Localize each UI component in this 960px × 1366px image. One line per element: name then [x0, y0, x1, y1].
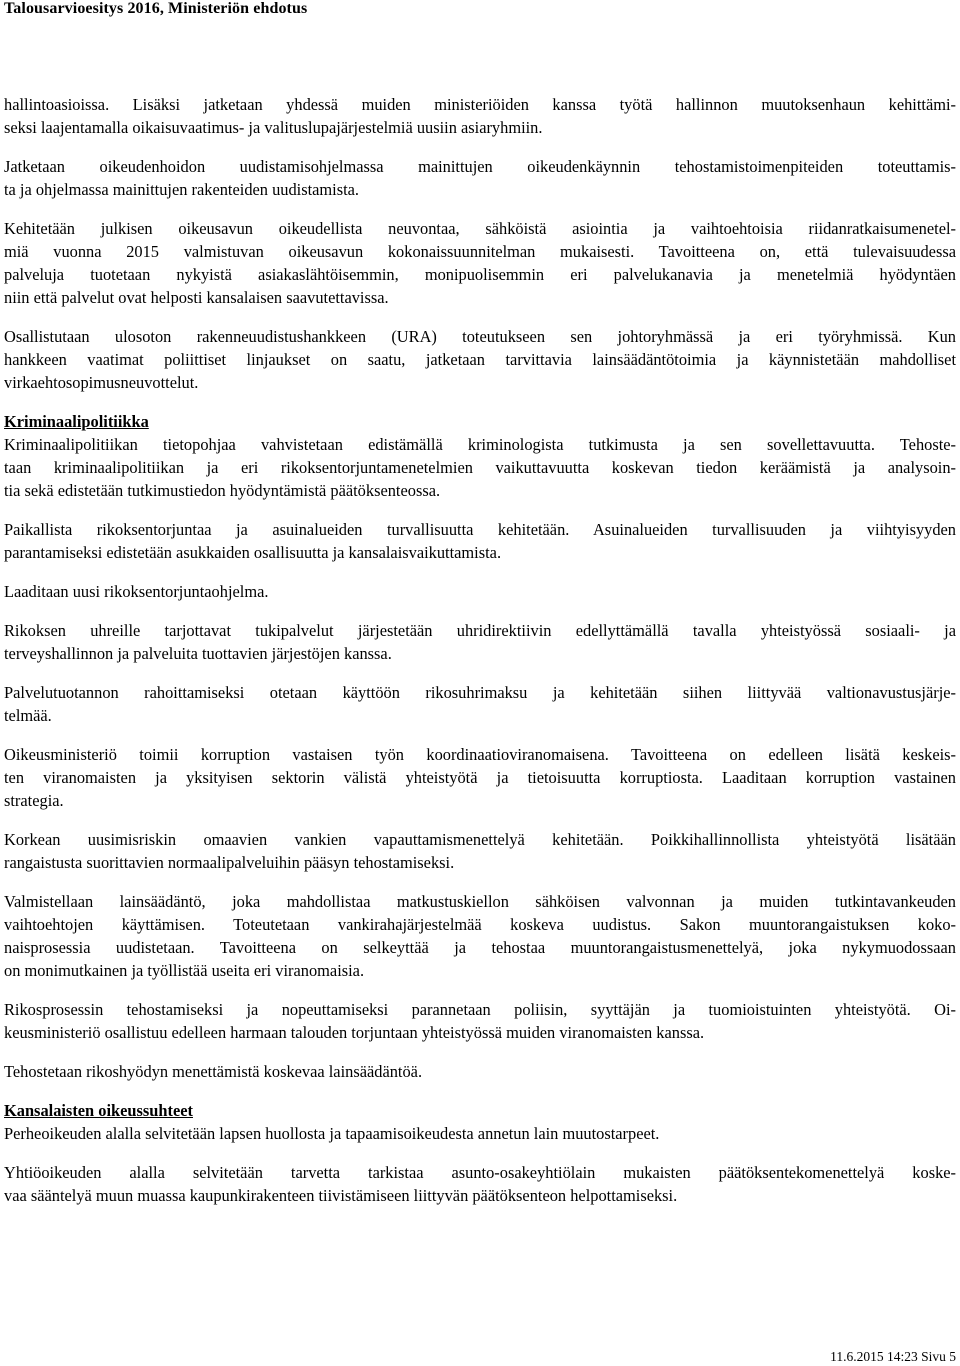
- text-line: Rikoksen uhreille tarjottavat tukipalvelut järjestetään uhridirektiivin edellyttämällä tavalla yhteistyössä sosiaali- ja: [4, 621, 956, 640]
- text-line: strategia.: [4, 791, 64, 810]
- text-line: keusministeriö osallistuu edelleen harmaan talouden torjuntaan yhteistyössä muiden viranomaisten kanssa.: [4, 1023, 705, 1042]
- paragraph: [4, 580, 956, 603]
- text-line: niin että palvelut ovat helposti kansalaisen saavutettavissa.: [4, 288, 389, 307]
- text-line: Perheoikeuden alalla selvitetään lapsen huollosta ja tapaamisoikeudesta annetun lain muutostarpeet.: [4, 1124, 660, 1143]
- paragraph: [4, 325, 956, 394]
- footer-page-number: Sivu 5: [921, 1349, 956, 1364]
- paragraph: [4, 518, 956, 564]
- text-line: Kehitetään julkisen oikeusavun oikeudellista neuvontaa, sähköistä asiointia ja vaihtoehtoisia riidanratkaisumenetel-: [4, 219, 956, 238]
- paragraph: [4, 743, 956, 812]
- paragraph: [4, 217, 956, 309]
- paragraph: [4, 890, 956, 982]
- page-footer: [830, 1349, 956, 1365]
- text-line: Tehostetaan rikoshyödyn menettämistä koskevaa lainsäädäntöä.: [4, 1062, 423, 1081]
- document-body: [4, 93, 956, 1207]
- text-line: rangaistusta suorittavien normaalipalveluihin pääsyn tehostamiseksi.: [4, 853, 455, 872]
- text-line: terveyshallinnon ja palveluita tuottavien järjestöjen kanssa.: [4, 644, 392, 663]
- text-line: Oikeusministeriö toimii korruption vastaisen työn koordinaatioviranomaisena. Tavoitteena on edelleen lisätä keskeis-: [4, 745, 956, 764]
- text-line: naisprosessia uudistetaan. Tavoitteena on selkeyttää ja tehostaa muuntorangaistusmenettelyä, joka nykymuodossaan: [4, 938, 956, 957]
- paragraph: [4, 998, 956, 1044]
- text-line: hallintoasioissa. Lisäksi jatketaan yhdessä muiden ministeriöiden kanssa työtä hallinnon muutoksenhaun kehittämi-: [4, 95, 956, 114]
- section-heading: Kansalaisten oikeussuhteet: [4, 1101, 193, 1120]
- text-line: telmää.: [4, 706, 52, 725]
- paragraph: [4, 93, 956, 139]
- paragraph: [4, 155, 956, 201]
- text-line: Paikallista rikoksentorjuntaa ja asuinalueiden turvallisuutta kehitetään. Asuinalueiden turvallisuuden ja viihtyisyyden: [4, 520, 956, 539]
- paragraph: [4, 828, 956, 874]
- text-line: Yhtiöoikeuden alalla selvitetään tarvetta tarkistaa asunto-osakeyhtiölain mukaisten päätöksentekomenettelyä koske-: [4, 1163, 956, 1182]
- section-kansalaisten-oikeussuhteet: [4, 1099, 956, 1145]
- text-line: Palvelutuotannon rahoittamiseksi otetaan käyttöön rikosuhrimaksu ja kehitetään siihen liittyvää valtionavustusjärje-: [4, 683, 956, 702]
- text-line: on monimutkainen ja työllistää useita eri viranomaisia.: [4, 961, 365, 980]
- text-line: Valmistellaan lainsäädäntö, joka mahdollistaa matkustuskiellon sähköisen valvonnan ja muiden tutkintavankeuden: [4, 892, 956, 911]
- document-header-title: Talousarvioesitys 2016, Ministeriön ehdotus: [4, 0, 308, 17]
- text-line: Rikosprosessin tehostamiseksi ja nopeuttamiseksi parannetaan poliisin, syyttäjän ja tuomioistuinten yhteistyötä. Oi-: [4, 1000, 956, 1019]
- text-line: Kriminaalipolitiikan tietopohjaa vahvistetaan edistämällä kriminologista tutkimusta ja sen sovellettavuutta. Tehoste-: [4, 435, 956, 454]
- text-line: Osallistutaan ulosoton rakenneuudistushankkeen (URA) toteutukseen sen johtoryhmässä ja eri työryhmissä. Kun: [4, 327, 956, 346]
- text-line: tia sekä edistetään tutkimustiedon hyödyntämistä päätöksenteossa.: [4, 481, 441, 500]
- section-kriminaalipolitiikka: [4, 410, 956, 502]
- text-line: Laaditaan uusi rikoksentorjuntaohjelma.: [4, 582, 269, 601]
- text-line: Korkean uusimisriskin omaavien vankien vapauttamismenettelyä kehitetään. Poikkihallinnollista yhteistyötä lisätään: [4, 830, 956, 849]
- text-line: taan kriminaalipolitiikan ja eri rikoksentorjuntamenetelmien vaikuttavuutta koskevan tiedon keräämistä ja analysoin-: [4, 458, 956, 477]
- text-line: parantamiseksi edistetään asukkaiden osallisuutta ja kansalaisvaikuttamista.: [4, 543, 502, 562]
- text-line: ta ja ohjelmassa mainittujen rakenteiden uudistamista.: [4, 180, 360, 199]
- footer-datetime: 11.6.2015 14:23: [830, 1349, 918, 1364]
- paragraph: [4, 681, 956, 727]
- text-line: vaa sääntelyä muun muassa kaupunkirakenteen tiivistämiseen liittyvän päätöksenteon helpottamiseksi.: [4, 1186, 678, 1205]
- section-heading: Kriminaalipolitiikka: [4, 412, 149, 431]
- paragraph: [4, 619, 956, 665]
- text-line: virkaehtosopimusneuvottelut.: [4, 373, 199, 392]
- paragraph: [4, 1161, 956, 1207]
- paragraph: [4, 1060, 956, 1083]
- text-line: seksi laajentamalla oikaisuvaatimus- ja valituslupajärjestelmiä uusiin asiaryhmiin.: [4, 118, 543, 137]
- text-line: vaihtoehtojen käyttämisen. Toteutetaan vankirahajärjestelmää koskeva uudistus. Sakon muuntorangaistuksen koko-: [4, 915, 956, 934]
- text-line: hankkeen vaatimat poliittiset linjaukset on saatu, jatketaan tarvittavia lainsäädäntötoimia ja käynnistetään mahdolliset: [4, 350, 956, 369]
- text-line: miä vuonna 2015 valmistuvan oikeusavun kokonaissuunnitelman mukaisesti. Tavoitteena on, että tulevaisuudessa: [4, 242, 956, 261]
- text-line: Jatketaan oikeudenhoidon uudistamisohjelmassa mainittujen oikeudenkäynnin tehostamistoimenpiteiden toteuttamis-: [4, 157, 956, 176]
- text-line: ten viranomaisten ja yksityisen sektorin välistä yhteistyötä ja tietoisuutta korruptiosta. Laaditaan korruption vastainen: [4, 768, 956, 787]
- text-line: palveluja tuotetaan nykyistä asiakaslähtöisemmin, monipuolisemmin eri palvelukanavia ja menetelmiä hyödyntäen: [4, 265, 956, 284]
